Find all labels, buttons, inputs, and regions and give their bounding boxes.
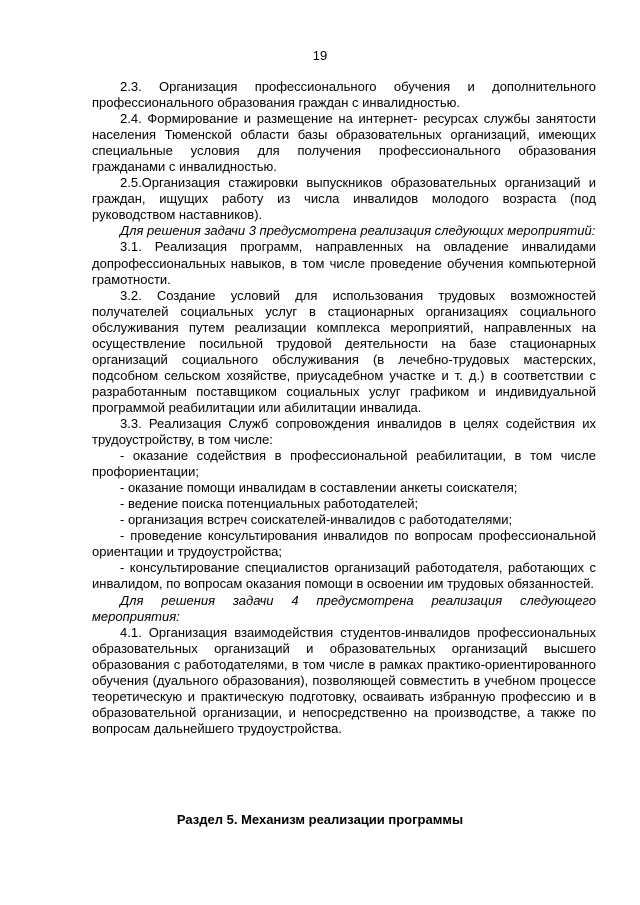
list-item-meetings: - организация встреч соискателей-инвалидов с работодателями; <box>120 512 513 528</box>
list-item-rehabilitation: - оказание содействия в профессиональной реабилитации, в том числе профориентации; <box>92 448 596 480</box>
body-text <box>92 79 596 737</box>
paragraph-4-1: 4.1. Организация взаимодействия студентов-инвалидов профессиональных образовательных организаций и образовательных организаций высшего образования с работодателями, в том числе в рамках практико-ориентированного обучения (дуального образования), позволяющей совместить в учебном процессе теоретическую и практическую подготовку, осваивать избранную профессию и в образовательной организации, и непосредственно на производстве, а также по вопросам дальнейшего трудоустройства. <box>92 624 596 736</box>
list-item-consulting-employers: - консультирование специалистов организаций работодателя, работающих с инвалидом, по вопросам оказания помощи в освоении им трудовых обязанностей. <box>92 560 596 592</box>
paragraph-3-3: 3.3. Реализация Служб сопровождения инвалидов в целях содействия их трудоустройству, в том числе: <box>92 415 596 448</box>
paragraph-2-4: 2.4. Формирование и размещение на интернет- ресурсах службы занятости населения Тюменской области базы образовательных организаций, имеющих специальные условия для получения профессионального образования гражданами с инвалидностью. <box>92 111 596 175</box>
section-heading: Раздел 5. Механизм реализации программы <box>176 812 464 827</box>
task-3-intro: Для решения задачи 3 предусмотрена реализация следующих мероприятий: <box>120 223 596 239</box>
paragraph-2-5: 2.5.Организация стажировки выпускников образовательных организаций и граждан, ищущих работу из числа инвалидов молодого возраста (под руководством наставников). <box>92 175 596 223</box>
paragraph-2-3: 2.3. Организация профессионального обучения и дополнительного профессионального образования граждан с инвалидностью. <box>92 79 596 111</box>
list-item-consulting-disabled: - проведение консультирования инвалидов по вопросам профессиональной ориентации и трудоустройства; <box>92 528 596 560</box>
task-4-intro: Для решения задачи 4 предусмотрена реализация следующего мероприятия: <box>92 592 596 624</box>
page-number: 19 <box>312 48 328 63</box>
list-item-applicant-form: - оказание помощи инвалидам в составлении анкеты соискателя; <box>120 480 518 496</box>
list-item-employer-search: - ведение поиска потенциальных работодателей; <box>120 496 419 512</box>
paragraph-3-2: 3.2. Создание условий для использования трудовых возможностей получателей социальных услуг в стационарных организациях социального обслуживания путем реализации комплекса мероприятий, направленных на осуществление посильной трудовой деятельности на базе стационарных организаций социального обслуживания (в лечебно-трудовых мастерских, подсобном сельском хозяйстве, приусадебном участке и т. д.) в соответствии с разработанным поставщиком социальных услуг графиком и индивидуальной программой реабилитации или абилитации инвалида. <box>92 287 596 415</box>
paragraph-3-1: 3.1. Реализация программ, направленных на овладение инвалидами допрофессиональных навыков, в том числе проведение обучения компьютерной грамотности. <box>92 239 596 287</box>
